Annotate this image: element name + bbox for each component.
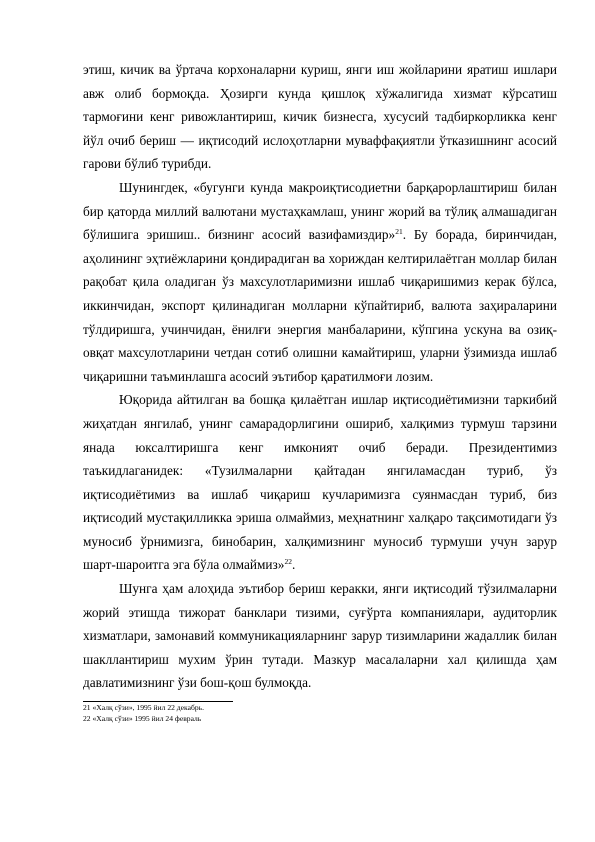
paragraph-3-text: Юқорида айтилган ва бошқа қилаётган ишлар иқтисодиётимизни таркибий жиҳатдан янгилаб, унинг самарадорлигини ошириб, халқимиз турмуш тарзини янада юксалтиришга кенг имконият очиб беради. Президентимиз таъкидлаганидек: «Тузилмаларни қайтадан янгиламасдан туриб, ўз иқтисодиётимиз ва ишлаб чиқариш кучларимизга суянмасдан туриб, биз иқтисодий мустақилликка эриша олмаймиз, меҳнатнинг халқаро тақсимотидаги ўз муносиб ўрнимизга, бинобарин, халқимизнинг муносиб турмуши учун зарур шарт-шароитга эга бўла олмаймиз» (83, 392, 557, 573)
paragraph-1-text: этиш, кичик ва ўртача корхоналарни куриш, янги иш жойларини яратиш ишлари авж олиб бормоқда. Ҳозирги кунда қишлоқ хўжалигида хизмат кўрсатиш тармоғини кенг ривожлантириш, кичик бизнесга, хусусий тадбиркорликка кенг йўл очиб бериш — иқтисодий ислоҳотларни муваффақиятли ўтказишнинг асосий гарови бўлиб турибди. (83, 62, 557, 172)
paragraph-2-text: Шунингдек, «бугунги кунда макроиқтисодиетни барқарорлаштириш билан бир қаторда миллий валютани мустаҳкамлаш, унинг жорий ва тўлиқ алмашадиган бўлишига эришиш.. бизнинг асосий вазифамиздир» (83, 179, 557, 243)
footnote-ref-21[interactable]: 21 (395, 227, 403, 237)
paragraph-1 (83, 58, 557, 176)
footnote-22: 22 «Халқ сўзи» 1995 йил 24 февраль (83, 714, 202, 724)
paragraph-4 (83, 577, 557, 695)
paragraph-4-text: Шунга ҳам алоҳида эътибор бериш керакки, янги иқтисодий тўзилмаларни жорий этишда тижорат банклари тизими, суғўрта компаниялари, аудиторлик хизматлари, замонавий коммуникацияларнинг зарур тизимларини жадаллик билан шакллантириш мухим ўрин тутади. Мазкур масалаларни хал қилишда ҳам давлатимизнинг ўзи бош-қош булмоқда. (83, 581, 557, 691)
footnotes (83, 702, 557, 724)
paragraph-3-text-cont: . (291, 557, 296, 573)
paragraph-3 (83, 388, 557, 577)
footnote-ref-22[interactable]: 22 (284, 557, 292, 567)
paragraph-2 (83, 176, 557, 388)
document-page (83, 58, 557, 724)
paragraph-2-text-cont: . Бу борада, биринчидан, аҳолининг эҳтиёжларини қондирадиган ва хориждан келтирилаётган моллар билан рақобат қила оладиган ўз махсулотларимизни ишлаб чиқаришимиз керак бўлса, иккинчидан, экспорт қилинадиган молларни кўпайтириб, валюта заҳираларини тўлдиришга, учинчидан, ёнилғи энергия манбаларини, кўпгина ускуна ва озиқ-овқат махсулотларини четдан сотиб олишни камайтириш, уларни ўзимизда ишлаб чиқаришни таъминлашга асосий эътибор қаратилмоғи лозим. (83, 227, 557, 384)
footnote-21: 21 «Халқ сўзи», 1995 йил 22 декабрь. (83, 703, 205, 713)
